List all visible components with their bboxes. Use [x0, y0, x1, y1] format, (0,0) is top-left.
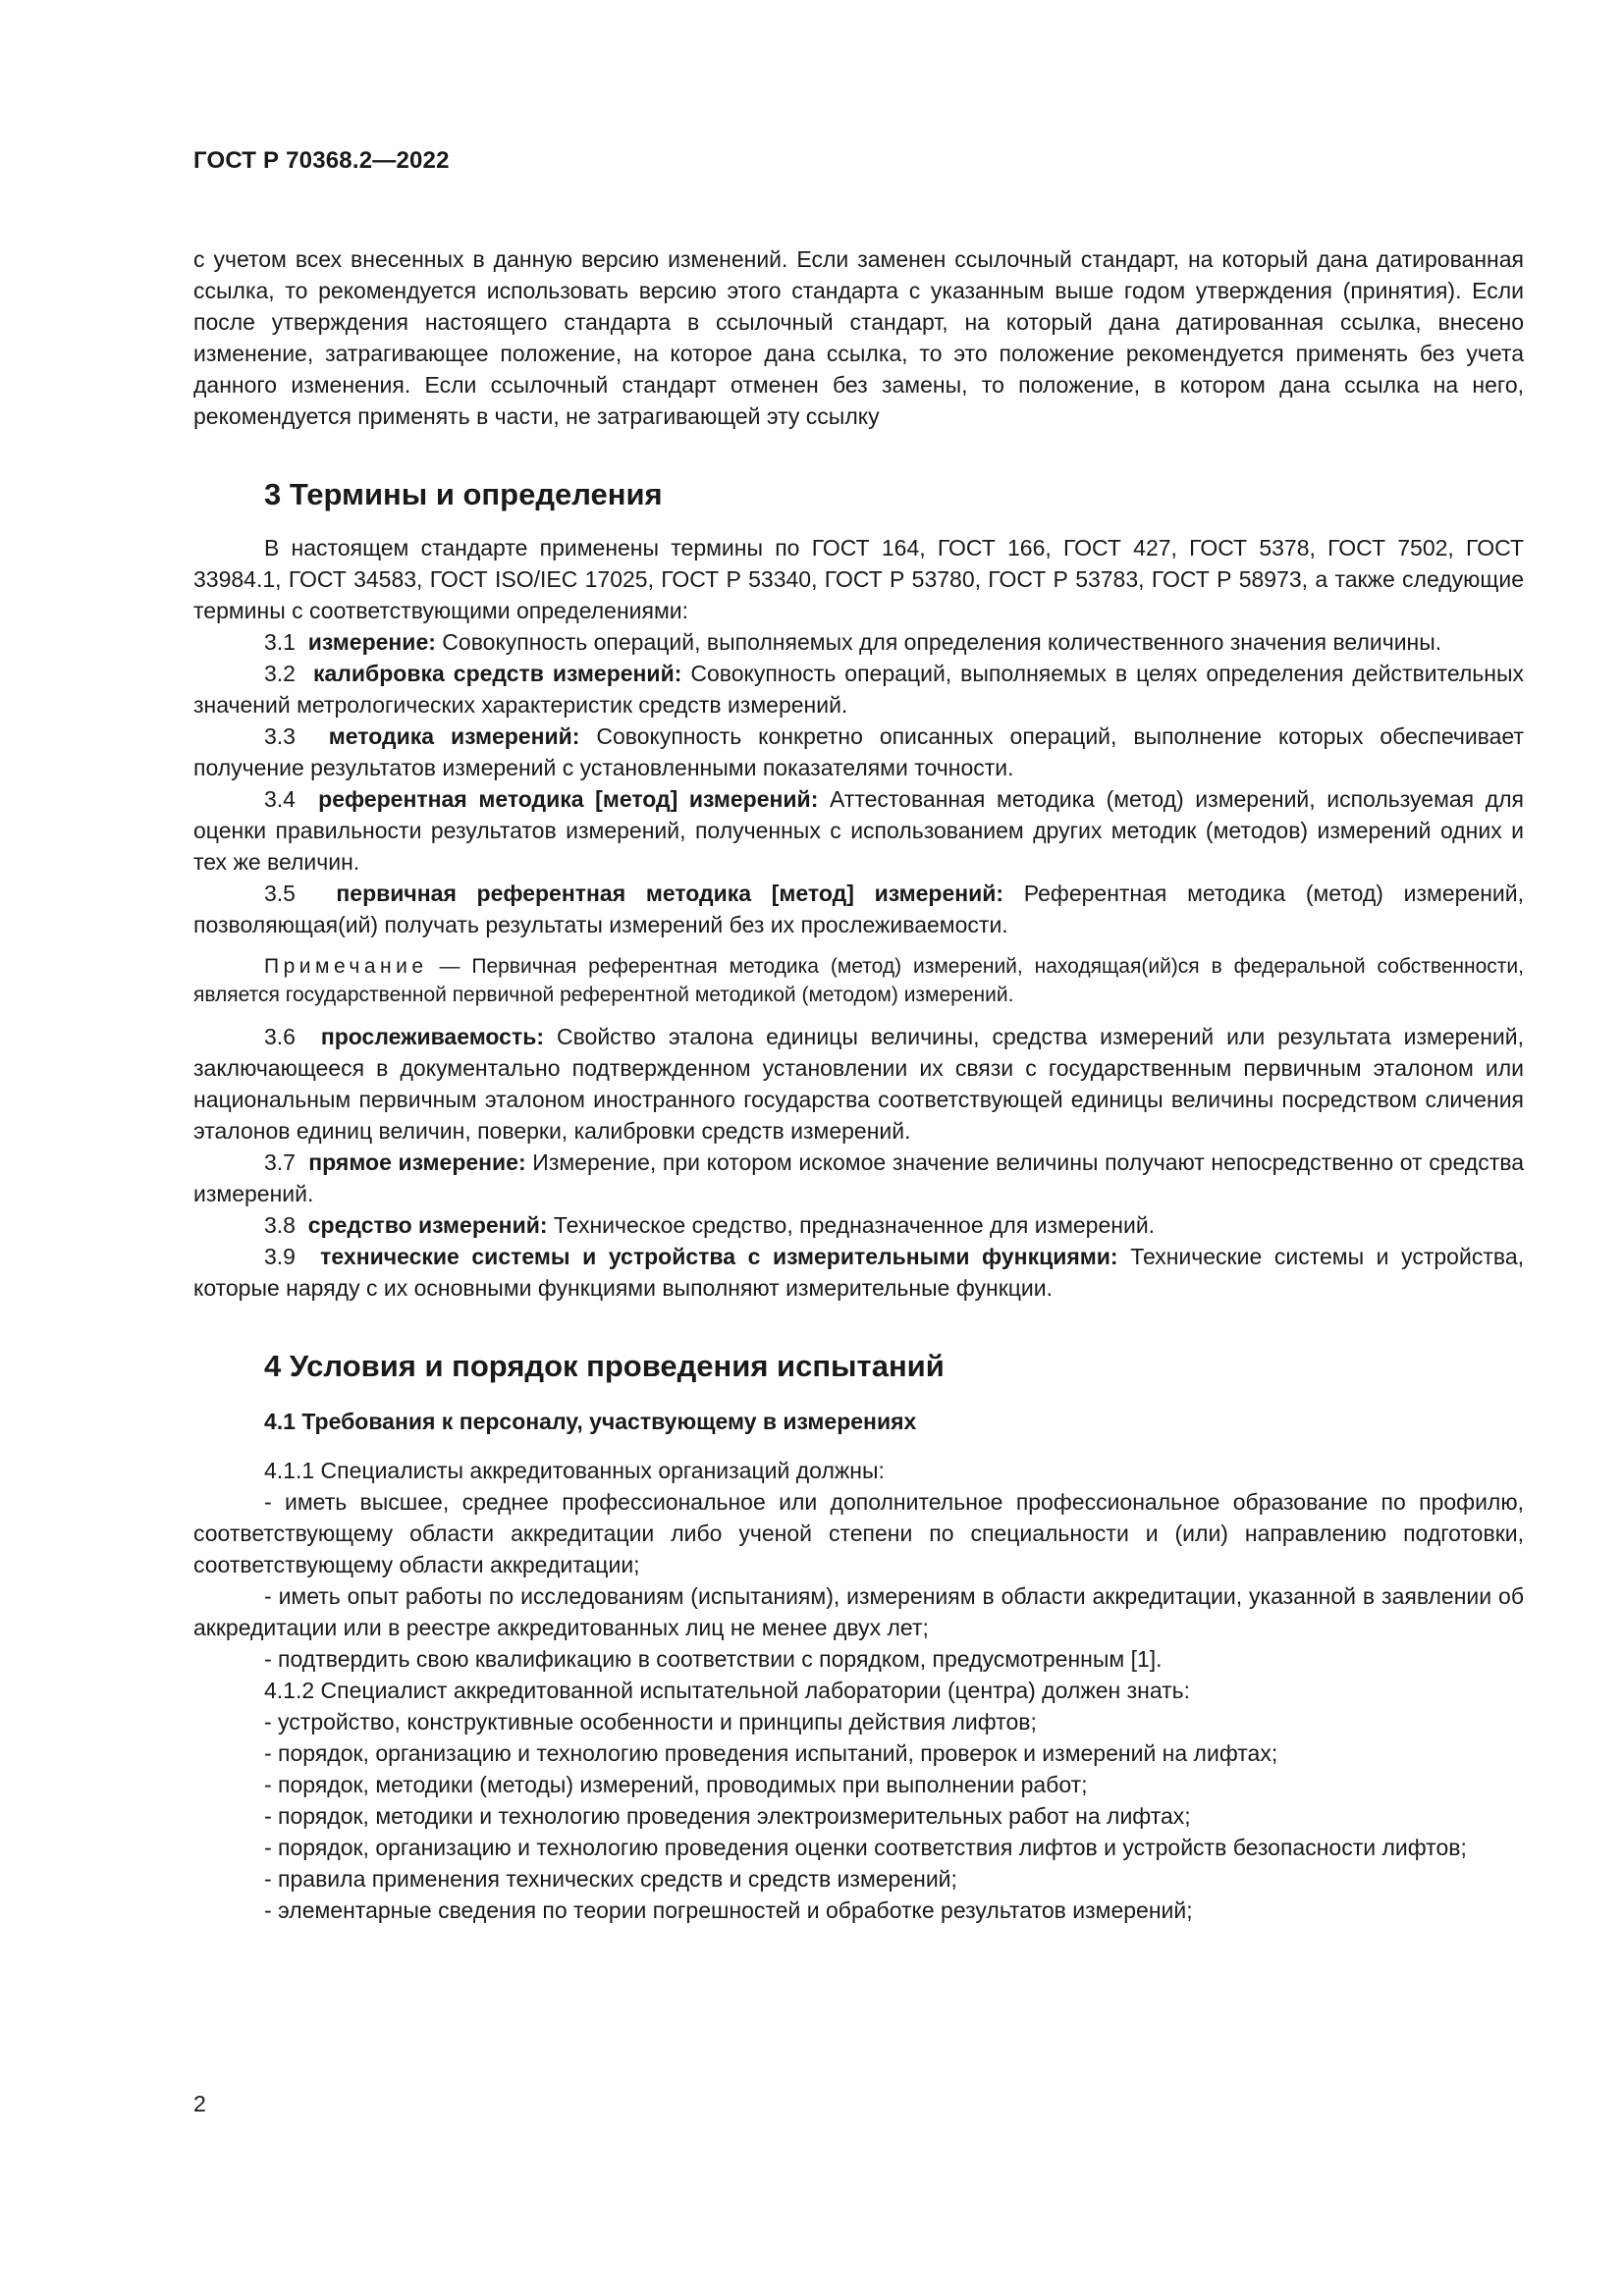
- term-3-7: 3.7 прямое измерение: Измерение, при котором искомое значение величины получают непосредственно от средства измерений.: [193, 1149, 1525, 1206]
- note-label: Примечание: [264, 955, 428, 978]
- section-4-heading: 4 Условия и порядок проведения испытаний: [264, 1349, 945, 1383]
- term-3-2: 3.2 калибровка средств измерений: Совокупность операций, выполняемых в целях определения действительных значений метрологических характеристик средств измерений.: [193, 661, 1524, 718]
- term-3-6: 3.6 прослеживаемость: Свойство эталона единицы величины, средства измерений или результата измерений, заключающееся в документально подтвержденном установлении их связи с государственным первичным эталоном или национальным первичным эталоном иностранного государства соответствующей единицы величины посредством сличения эталонов единиц величин, поверки, калибровки средств измерений.: [193, 1024, 1525, 1144]
- list-item: - иметь высшее, среднее профессиональное или дополнительное профессиональное образование по профилю, соответствующему области аккредитации либо ученой степени по специальности и (или) направлению подготовки, соответствующему области аккредитации;: [193, 1489, 1524, 1577]
- document-page: [193, 147, 1524, 1926]
- list-item: - элементарные сведения по теории погрешностей и обработке результатов измерений;: [264, 1897, 1193, 1923]
- term-3-3: 3.3 методика измерений: Совокупность конкретно описанных операций, выполнение которых обеспечивает получение результатов измерений с установленными показателями точности.: [193, 723, 1524, 780]
- list-item: - правила применения технических средств и средств измерений;: [264, 1866, 957, 1892]
- list-item: - порядок, организацию и технологию проведения испытаний, проверок и измерений на лифтах;: [264, 1740, 1278, 1766]
- list-item: - подтвердить свою квалификацию в соответствии с порядком, предусмотренным [1].: [264, 1646, 1163, 1672]
- list-item: - порядок, организацию и технологию проведения оценки соответствия лифтов и устройств безопасности лифтов;: [264, 1835, 1467, 1860]
- term-3-1: 3.1 измерение: Совокупность операций, выполняемых для определения количественного значения величины.: [264, 629, 1442, 655]
- list-item: - устройство, конструктивные особенности и принципы действия лифтов;: [264, 1709, 1037, 1735]
- term-3-4: 3.4 референтная методика [метод] измерений: Аттестованная методика (метод) измерений, используемая для оценки правильности результатов измерений, полученных с использованием других методик (методов) измерений одних и тех же величин.: [193, 786, 1525, 875]
- clause-4-1-2: 4.1.2 Специалист аккредитованной испытательной лаборатории (центра) должен знать:: [264, 1678, 1191, 1703]
- section-3-intro: В настоящем стандарте применены термины по ГОСТ 164, ГОСТ 166, ГОСТ 427, ГОСТ 5378, ГОСТ 7502, ГОСТ 33984.1, ГОСТ 34583, ГОСТ ISO/IEC 17025, ГОСТ Р 53340, ГОСТ Р 53780, ГОСТ Р 53783, ГОСТ Р 58973, а также следующие термины с соответствующими определениями:: [193, 535, 1524, 623]
- term-3-5: 3.5 первичная референтная методика [метод] измерений: Референтная методика (метод) измерений, позволяющая(ий) получать результаты измерений без их прослеживаемости.: [193, 881, 1525, 937]
- list-item: - иметь опыт работы по исследованиям (испытаниям), измерениям в области аккредитации, указанной в заявлении об аккредитации или в реестре аккредитованных лиц не менее двух лет;: [193, 1583, 1524, 1640]
- page-number: 2: [193, 2091, 206, 2116]
- clause-4-1-1: 4.1.1 Специалисты аккредитованных организаций должны:: [264, 1458, 885, 1483]
- document-header: ГОСТ Р 70368.2—2022: [193, 147, 450, 174]
- term-3-9: 3.9 технические системы и устройства с измерительными функциями: Технические системы и устройства, которые наряду с их основными функциями выполняют измерительные функции.: [193, 1244, 1525, 1301]
- subsection-4-1-heading: 4.1 Требования к персоналу, участвующему в измерениях: [264, 1409, 917, 1434]
- note-3-5: Примечание — Первичная референтная методика (метод) измерений, находящая(ий)ся в федеральной собственности, является государственной первичной референтной методикой (методом) измерений.: [193, 955, 1524, 1006]
- term-3-8: 3.8 средство измерений: Техническое средство, предназначенное для измерений.: [264, 1212, 1156, 1238]
- section-3-heading: 3 Термины и определения: [264, 477, 663, 511]
- list-item: - порядок, методики и технологию проведения электроизмерительных работ на лифтах;: [264, 1803, 1191, 1829]
- intro-paragraph: с учетом всех внесенных в данную версию изменений. Если заменен ссылочный стандарт, на который дана датированная ссылка, то рекомендуется использовать версию этого стандарта с указанным выше годом утверждения (принятия). Если после утверждения настоящего стандарта в ссылочный стандарт, на который дана датированная ссылка, внесено изменение, затрагивающее положение, на которое дана ссылка, то это положение рекомендуется применять без учета данного изменения. Если ссылочный стандарт отменен без замены, то положение, в котором дана ссылка на него, рекомендуется применять в части, не затрагивающей эту ссылку: [193, 246, 1524, 429]
- list-item: - порядок, методики (методы) измерений, проводимых при выполнении работ;: [264, 1772, 1088, 1797]
